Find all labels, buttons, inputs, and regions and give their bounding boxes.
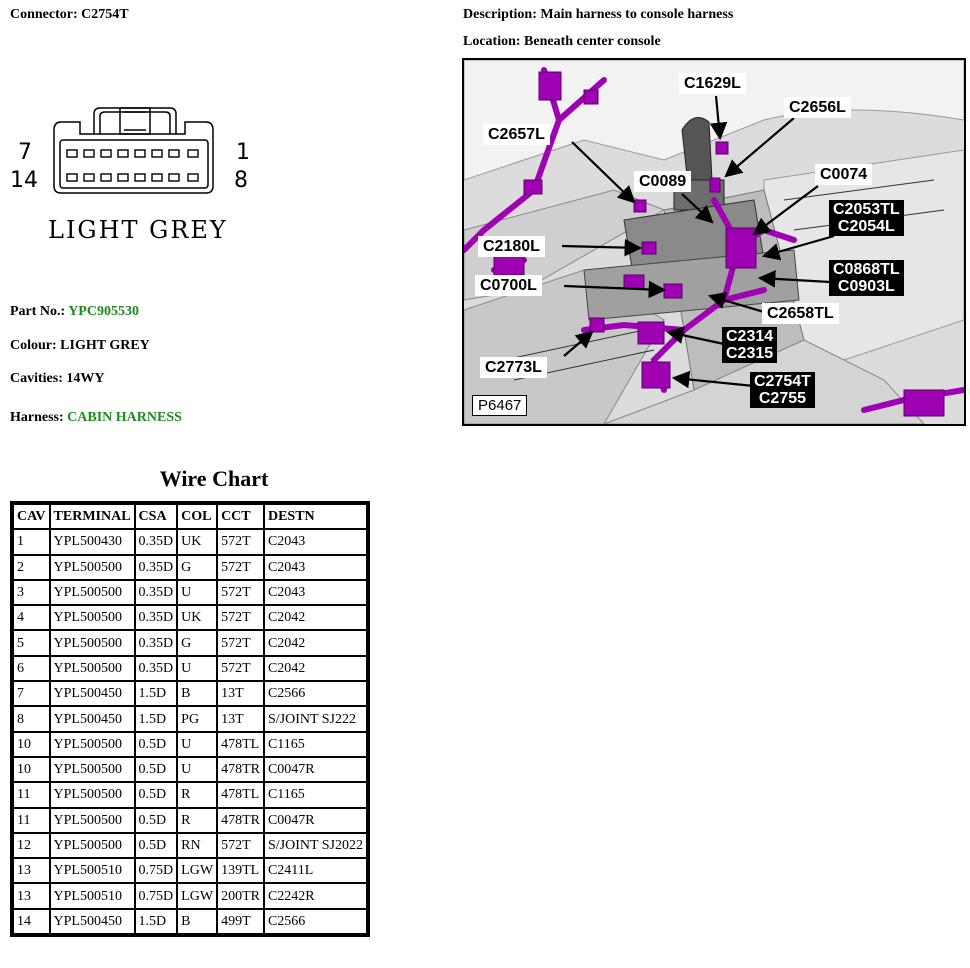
callout-c2180l: C2180L	[478, 236, 545, 257]
table-cell: 10	[13, 732, 50, 757]
pin-label-bottom-right: 8	[234, 168, 248, 193]
table-cell: 13	[13, 883, 50, 908]
harness-info	[10, 410, 182, 426]
table-cell: R	[177, 782, 217, 807]
callout-c2657l: C2657L	[483, 124, 550, 145]
column-header: COL	[177, 504, 217, 529]
table-cell: 1.5D	[135, 681, 178, 706]
table-cell: 0.35D	[135, 656, 178, 681]
table-cell: 4	[13, 605, 50, 630]
table-row	[13, 555, 367, 580]
table-cell: 5	[13, 630, 50, 655]
table-cell: YPL500510	[50, 883, 135, 908]
table-cell: YPL500500	[50, 833, 135, 858]
table-cell: 13	[13, 858, 50, 883]
photo-code: P6467	[472, 395, 527, 416]
table-row	[13, 883, 367, 908]
table-cell: YPL500500	[50, 580, 135, 605]
table-cell: U	[177, 757, 217, 782]
table-cell: 11	[13, 782, 50, 807]
table-row	[13, 833, 367, 858]
table-cell: C2043	[264, 555, 367, 580]
table-cell: 0.5D	[135, 833, 178, 858]
callout-c0074: C0074	[815, 164, 872, 185]
part-number-value: YPC905530	[68, 304, 139, 319]
table-cell: 572T	[217, 656, 264, 681]
table-cell: G	[177, 555, 217, 580]
table-cell: LGW	[177, 858, 217, 883]
table-cell: 572T	[217, 529, 264, 554]
table-row	[13, 580, 367, 605]
table-row	[13, 732, 367, 757]
callout-c2053tl-line1: C2053TL	[833, 201, 900, 218]
table-cell: 13T	[217, 706, 264, 731]
table-cell: C0047R	[264, 808, 367, 833]
table-cell: G	[177, 630, 217, 655]
table-cell: C2242R	[264, 883, 367, 908]
table-cell: 0.5D	[135, 732, 178, 757]
connector-id: Connector: C2754T	[10, 7, 129, 22]
table-cell: 12	[13, 833, 50, 858]
table-cell: 0.35D	[135, 555, 178, 580]
callout-c2314-line1: C2314	[726, 328, 774, 345]
table-cell: LGW	[177, 883, 217, 908]
table-cell: 0.75D	[135, 883, 178, 908]
table-row	[13, 858, 367, 883]
table-cell: 2	[13, 555, 50, 580]
table-cell: 0.35D	[135, 529, 178, 554]
table-row	[13, 529, 367, 554]
table-row	[13, 681, 367, 706]
table-cell: C0047R	[264, 757, 367, 782]
table-cell: 572T	[217, 833, 264, 858]
callout-c2755-line2: C2755	[758, 390, 807, 407]
table-cell: UK	[177, 529, 217, 554]
connector-location: Location: Beneath center console	[463, 34, 661, 49]
callout-c1629l: C1629L	[679, 73, 746, 94]
wire-chart-title: Wire Chart	[159, 466, 269, 491]
table-cell: YPL500500	[50, 555, 135, 580]
table-cell: B	[177, 681, 217, 706]
table-row	[13, 782, 367, 807]
table-cell: 0.5D	[135, 808, 178, 833]
table-cell: U	[177, 656, 217, 681]
table-cell: YPL500450	[50, 909, 135, 934]
table-cell: YPL500450	[50, 681, 135, 706]
table-row	[13, 656, 367, 681]
callout-c2053tl	[829, 200, 904, 236]
table-cell: U	[177, 580, 217, 605]
cavities-info: Cavities: 14WY	[10, 371, 105, 386]
column-header: CAV	[13, 504, 50, 529]
callout-c2658tl: C2658TL	[762, 303, 839, 324]
callout-c2054l-line2: C2054L	[837, 218, 895, 235]
table-cell: 0.5D	[135, 757, 178, 782]
connector-colour-label: LIGHT GREY	[48, 216, 228, 244]
table-cell: YPL500500	[50, 656, 135, 681]
column-header: CSA	[135, 504, 178, 529]
table-cell: U	[177, 732, 217, 757]
table-cell: 0.75D	[135, 858, 178, 883]
table-cell: 0.35D	[135, 580, 178, 605]
table-cell: YPL500500	[50, 757, 135, 782]
connector-description: Description: Main harness to console harness	[463, 7, 734, 22]
callout-c0903l-line2: C0903L	[837, 278, 895, 295]
column-header: CCT	[217, 504, 264, 529]
table-row	[13, 706, 367, 731]
callout-c2314	[722, 327, 777, 363]
table-cell: 6	[13, 656, 50, 681]
table-cell: 8	[13, 706, 50, 731]
table-cell: YPL500500	[50, 808, 135, 833]
part-number	[10, 304, 139, 320]
callout-c2315-line2: C2315	[726, 345, 774, 362]
table-cell: B	[177, 909, 217, 934]
table-row	[13, 605, 367, 630]
table-cell: 0.35D	[135, 605, 178, 630]
table-cell: C2042	[264, 656, 367, 681]
table-cell: 0.35D	[135, 630, 178, 655]
table-cell: PG	[177, 706, 217, 731]
table-cell: 11	[13, 808, 50, 833]
pin-label-top-left: 7	[18, 140, 32, 165]
table-cell: 478TR	[217, 757, 264, 782]
wire-chart-table	[10, 501, 370, 937]
table-cell: C2042	[264, 630, 367, 655]
table-cell: 478TL	[217, 782, 264, 807]
column-header: TERMINAL	[50, 504, 135, 529]
table-cell: YPL500500	[50, 605, 135, 630]
table-cell: S/JOINT SJ2022	[264, 833, 367, 858]
callout-c2773l: C2773L	[480, 357, 547, 378]
table-row	[13, 757, 367, 782]
table-cell: 13T	[217, 681, 264, 706]
table-cell: C2566	[264, 681, 367, 706]
callout-c2754t	[750, 372, 815, 408]
harness-label: Harness:	[10, 410, 64, 425]
callout-c2656l: C2656L	[784, 97, 851, 118]
connector-face-diagram	[10, 100, 260, 250]
harness-value: CABIN HARNESS	[67, 410, 182, 425]
pin-label-top-right: 1	[236, 140, 250, 165]
table-row	[13, 808, 367, 833]
table-cell: 14	[13, 909, 50, 934]
callout-c0868tl-line1: C0868TL	[833, 261, 900, 278]
table-cell: 478TR	[217, 808, 264, 833]
table-cell: YPL500500	[50, 782, 135, 807]
table-cell: 572T	[217, 630, 264, 655]
table-cell: YPL500430	[50, 529, 135, 554]
table-cell: YPL500450	[50, 706, 135, 731]
table-cell: C2043	[264, 580, 367, 605]
table-cell: S/JOINT SJ222	[264, 706, 367, 731]
table-cell: C2042	[264, 605, 367, 630]
table-cell: C1165	[264, 782, 367, 807]
table-cell: 499T	[217, 909, 264, 934]
table-cell: 572T	[217, 605, 264, 630]
table-cell: UK	[177, 605, 217, 630]
colour-info: Colour: LIGHT GREY	[10, 338, 150, 353]
table-cell: 7	[13, 681, 50, 706]
table-cell: C2411L	[264, 858, 367, 883]
table-cell: 3	[13, 580, 50, 605]
table-cell: 1.5D	[135, 706, 178, 731]
pin-label-bottom-left: 14	[10, 168, 38, 193]
table-cell: 1	[13, 529, 50, 554]
part-number-label: Part No.:	[10, 304, 66, 319]
table-cell: 478TL	[217, 732, 264, 757]
table-cell: RN	[177, 833, 217, 858]
table-cell: YPL500500	[50, 630, 135, 655]
table-cell: 1.5D	[135, 909, 178, 934]
column-header: DESTN	[264, 504, 367, 529]
table-cell: 200TR	[217, 883, 264, 908]
table-row	[13, 630, 367, 655]
table-cell: R	[177, 808, 217, 833]
table-cell: 572T	[217, 580, 264, 605]
callout-c0089: C0089	[634, 171, 691, 192]
table-cell: C1165	[264, 732, 367, 757]
callout-c0700l: C0700L	[475, 275, 542, 296]
wire-chart-header-row	[13, 504, 367, 529]
callout-c0868tl	[829, 260, 904, 296]
table-row	[13, 909, 367, 934]
table-cell: 139TL	[217, 858, 264, 883]
table-cell: C2566	[264, 909, 367, 934]
table-cell: C2043	[264, 529, 367, 554]
table-cell: 10	[13, 757, 50, 782]
table-cell: YPL500510	[50, 858, 135, 883]
table-cell: 0.5D	[135, 782, 178, 807]
table-cell: YPL500500	[50, 732, 135, 757]
callout-c2754t-line1: C2754T	[754, 373, 811, 390]
table-cell: 572T	[217, 555, 264, 580]
